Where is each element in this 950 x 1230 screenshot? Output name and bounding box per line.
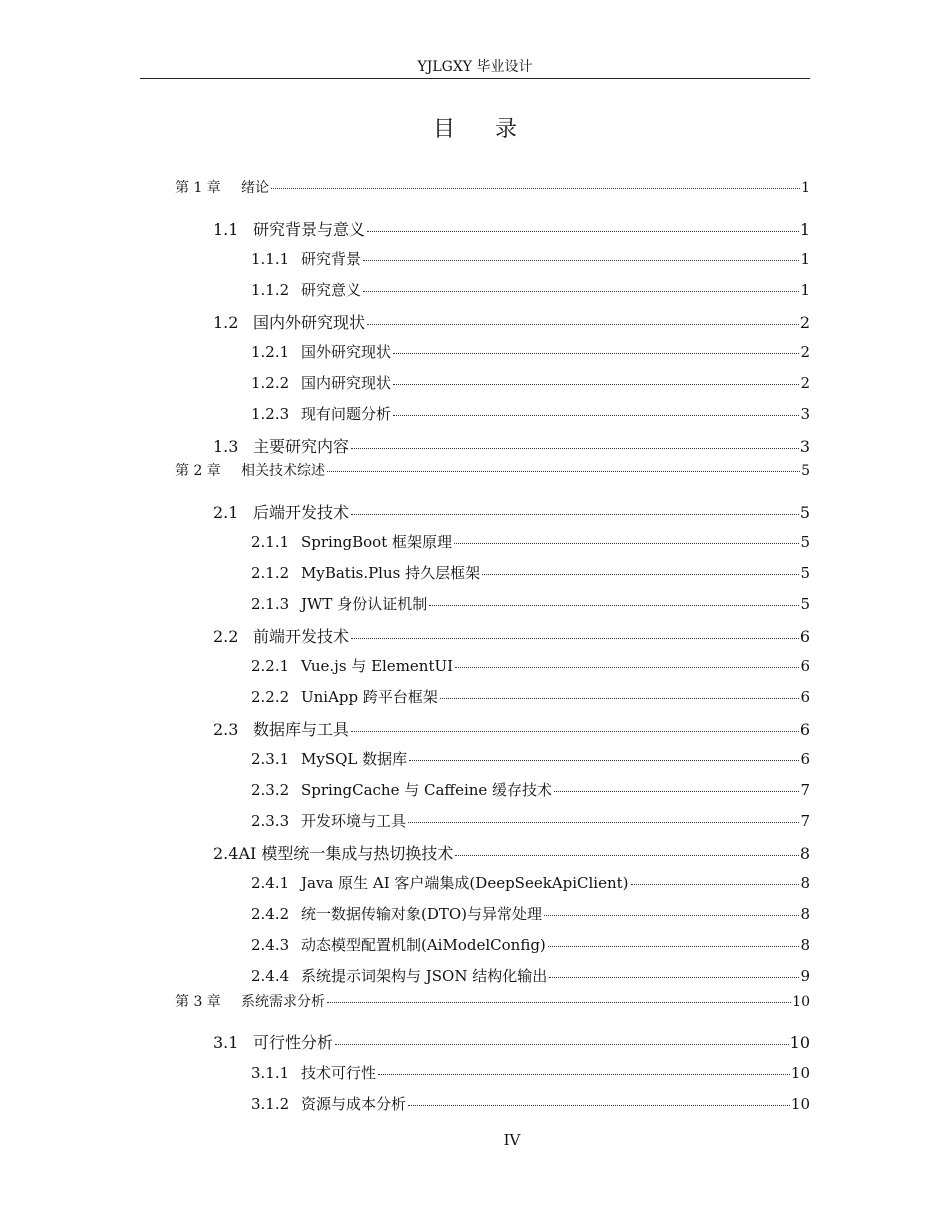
toc-entry-number: 1.2.2: [251, 374, 290, 392]
toc-entry-title: 系统提示词架构与 JSON 结构化输出: [301, 967, 548, 985]
toc-entry[interactable]: [213, 717, 810, 740]
toc-dot-leader: [271, 188, 800, 189]
toc-entry-title: 动态模型配置机制(AiModelConfig): [301, 936, 546, 954]
toc-title-right: 录: [495, 117, 518, 142]
toc-entry-title: SpringBoot 框架原理: [301, 533, 452, 551]
toc-entry[interactable]: [251, 903, 810, 924]
page-number: IV: [503, 1131, 521, 1149]
toc-entry-page: 8: [800, 936, 810, 954]
toc-dot-leader: [351, 731, 799, 732]
toc-entry-title: 国内外研究现状: [253, 313, 366, 332]
toc-entry-page: 1: [800, 281, 810, 299]
toc-entry[interactable]: [251, 279, 810, 300]
toc-entry-page: 5: [800, 533, 810, 551]
toc-entry-number: 2.4.4: [251, 967, 290, 985]
toc-entry[interactable]: [213, 310, 810, 333]
toc-entry-title: MySQL 数据库: [301, 750, 408, 768]
toc-entry-number: 2.1.2: [251, 564, 290, 582]
toc-entry-title: SpringCache 与 Caffeine 缓存技术: [301, 781, 553, 799]
toc-entry-number: 2.1.3: [251, 595, 290, 613]
toc-entry-page: 6: [799, 720, 810, 739]
toc-entry-page: 10: [789, 1033, 810, 1052]
toc-entry-number: 第 3 章: [175, 994, 221, 1010]
toc-entry-title: UniApp 跨平台框架: [301, 688, 438, 706]
toc-dot-leader: [367, 324, 799, 325]
toc-entry[interactable]: [251, 248, 810, 269]
toc-entry[interactable]: [251, 403, 810, 424]
toc-entry-title: 研究背景与意义: [253, 220, 366, 239]
toc-entry-page: 10: [792, 994, 810, 1010]
toc-entry-number: 3.1: [213, 1033, 239, 1052]
toc-entry-page: 6: [800, 657, 810, 675]
toc-entry-page: 5: [801, 463, 810, 479]
toc-entry[interactable]: [251, 1093, 810, 1114]
toc-dot-leader: [440, 698, 800, 699]
toc-dot-leader: [393, 415, 799, 416]
toc-entry-page: 6: [799, 627, 810, 646]
toc-entry-title: 统一数据传输对象(DTO)与异常处理: [301, 905, 543, 923]
page-footer: [0, 1131, 950, 1149]
toc-entry[interactable]: [251, 372, 810, 393]
toc-dot-leader: [554, 791, 799, 792]
toc-dot-leader: [363, 260, 799, 261]
toc-entry-title: 前端开发技术: [253, 627, 350, 646]
toc-entry-title: 研究意义: [301, 281, 362, 299]
toc-entry-page: 2: [800, 343, 810, 361]
toc-entry-title: JWT 身份认证机制: [301, 595, 428, 613]
toc-entry-number: 2.2.2: [251, 688, 290, 706]
toc-entry-number: 1.1.1: [251, 250, 290, 268]
toc-entry-title: 资源与成本分析: [301, 1095, 407, 1113]
toc-entry-number: 2.1.1: [251, 533, 290, 551]
toc-entry-page: 5: [800, 564, 810, 582]
toc-dot-leader: [455, 667, 799, 668]
toc-entry-number: 2.4.2: [251, 905, 290, 923]
toc-entry-title: 现有问题分析: [301, 405, 392, 423]
toc-entry-number: 2.2.1: [251, 657, 290, 675]
toc-dot-leader: [393, 384, 799, 385]
toc-dot-leader: [549, 977, 799, 978]
toc-entry[interactable]: [251, 934, 810, 955]
toc-dot-leader: [408, 1105, 790, 1106]
toc-entry-title: 国内研究现状: [301, 374, 392, 392]
toc-entry-number: 2.4: [213, 844, 239, 863]
toc-entry-number: 2.4.1: [251, 874, 290, 892]
toc-entry[interactable]: [251, 655, 810, 676]
toc-entry-number: 2.3.2: [251, 781, 290, 799]
toc-entry-number: 1.1.2: [251, 281, 290, 299]
toc-entry[interactable]: [251, 531, 810, 552]
toc-entry-number: 1.2.1: [251, 343, 290, 361]
toc-entry-number: 2.3.3: [251, 812, 290, 830]
toc-entry[interactable]: [251, 810, 810, 831]
toc-entry-page: 8: [800, 874, 810, 892]
toc-dot-leader: [363, 291, 799, 292]
toc-entry[interactable]: [251, 341, 810, 362]
toc-entry-title: MyBatis.Plus 持久层框架: [301, 564, 481, 582]
toc-dot-leader: [327, 1002, 791, 1003]
toc-dot-leader: [393, 353, 799, 354]
toc-dot-leader: [327, 471, 800, 472]
toc-entry[interactable]: [213, 841, 810, 864]
toc-entry-number: 3.1.1: [251, 1064, 290, 1082]
toc-dot-leader: [351, 448, 799, 449]
toc-entry[interactable]: [213, 500, 810, 523]
toc-entry-title: 开发环境与工具: [301, 812, 407, 830]
toc-dot-leader: [408, 822, 799, 823]
toc-dot-leader: [367, 231, 799, 232]
toc-entry-title: Java 原生 AI 客户端集成(DeepSeekApiClient): [301, 874, 629, 892]
toc-entry-number: 1.3: [213, 437, 239, 456]
toc-entry-page: 3: [799, 437, 810, 456]
toc-entry[interactable]: [251, 593, 810, 614]
toc-entry[interactable]: [251, 562, 810, 583]
toc-entry[interactable]: [213, 624, 810, 647]
toc-entry-page: 6: [800, 688, 810, 706]
toc-entry-page: 7: [800, 812, 810, 830]
toc-entry-title: 后端开发技术: [253, 503, 350, 522]
toc-entry-title: 主要研究内容: [253, 437, 350, 456]
toc-entry-title: 可行性分析: [253, 1033, 334, 1052]
toc-entry-number: 2.1: [213, 503, 239, 522]
header-text: YJLGXY 毕业设计: [417, 59, 533, 75]
toc-dot-leader: [544, 915, 799, 916]
toc-dot-leader: [335, 1044, 789, 1045]
toc-entry-page: 10: [790, 1064, 810, 1082]
toc-entry-title: 研究背景: [301, 250, 362, 268]
toc-entry-number: 1.2.3: [251, 405, 290, 423]
toc-entry-page: 2: [800, 374, 810, 392]
toc-entry-title: 系统需求分析: [241, 994, 325, 1010]
toc-entry-title: 技术可行性: [301, 1064, 377, 1082]
toc-dot-leader: [378, 1074, 790, 1075]
toc-entry-title: 数据库与工具: [253, 720, 350, 739]
toc-dot-leader: [351, 638, 799, 639]
toc-entry-number: 第 2 章: [175, 463, 221, 479]
toc-dot-leader: [455, 855, 798, 856]
toc-entry[interactable]: [213, 217, 810, 240]
toc-entry[interactable]: [251, 779, 810, 800]
toc-entry-number: 1.2: [213, 313, 239, 332]
toc-entry-number: 2.3: [213, 720, 239, 739]
toc-entry[interactable]: [251, 686, 810, 707]
toc-entry[interactable]: [213, 434, 810, 457]
toc-entry-number: 2.3.1: [251, 750, 290, 768]
toc-entry-page: 8: [799, 844, 810, 863]
toc-entry-number: 2.2: [213, 627, 239, 646]
toc-entry-title: 相关技术综述: [241, 463, 325, 479]
toc-entry-page: 5: [799, 503, 810, 522]
toc-entry-title: AI 模型统一集成与热切换技术: [238, 844, 454, 863]
toc-entry[interactable]: [175, 460, 810, 480]
toc-entry[interactable]: [251, 872, 810, 893]
toc-entry-page: 8: [800, 905, 810, 923]
toc-entry-page: 10: [790, 1095, 810, 1113]
toc-entry-page: 3: [800, 405, 810, 423]
toc-entry-page: 1: [801, 180, 810, 196]
toc-dot-leader: [454, 543, 799, 544]
toc-entry-page: 9: [800, 967, 810, 985]
toc-entry-page: 1: [799, 220, 810, 239]
toc-entry-title: Vue.js 与 ElementUI: [301, 657, 454, 675]
toc-entry-title: 国外研究现状: [301, 343, 392, 361]
toc-entry[interactable]: [251, 1062, 810, 1083]
toc-entry-page: 6: [800, 750, 810, 768]
toc-entry-page: 5: [800, 595, 810, 613]
toc-entry[interactable]: [213, 1030, 810, 1053]
toc-entry[interactable]: [175, 991, 810, 1011]
toc-entry-number: 第 1 章: [175, 180, 221, 196]
toc-entry-page: 7: [800, 781, 810, 799]
toc-dot-leader: [548, 946, 800, 947]
toc-dot-leader: [409, 760, 799, 761]
toc-entry[interactable]: [251, 965, 810, 986]
toc-dot-leader: [482, 574, 799, 575]
toc-entry-number: 2.4.3: [251, 936, 290, 954]
toc-dot-leader: [631, 884, 800, 885]
toc-entry-page: 1: [800, 250, 810, 268]
toc-entry-number: 3.1.2: [251, 1095, 290, 1113]
toc-title-left: 目: [432, 117, 455, 142]
toc-dot-leader: [429, 605, 799, 606]
toc-dot-leader: [351, 514, 799, 515]
toc-entry-page: 2: [799, 313, 810, 332]
toc-entry[interactable]: [251, 748, 810, 769]
toc-entry-number: 1.1: [213, 220, 239, 239]
toc-entry[interactable]: [175, 177, 810, 197]
toc-entry-title: 绪论: [241, 180, 269, 196]
